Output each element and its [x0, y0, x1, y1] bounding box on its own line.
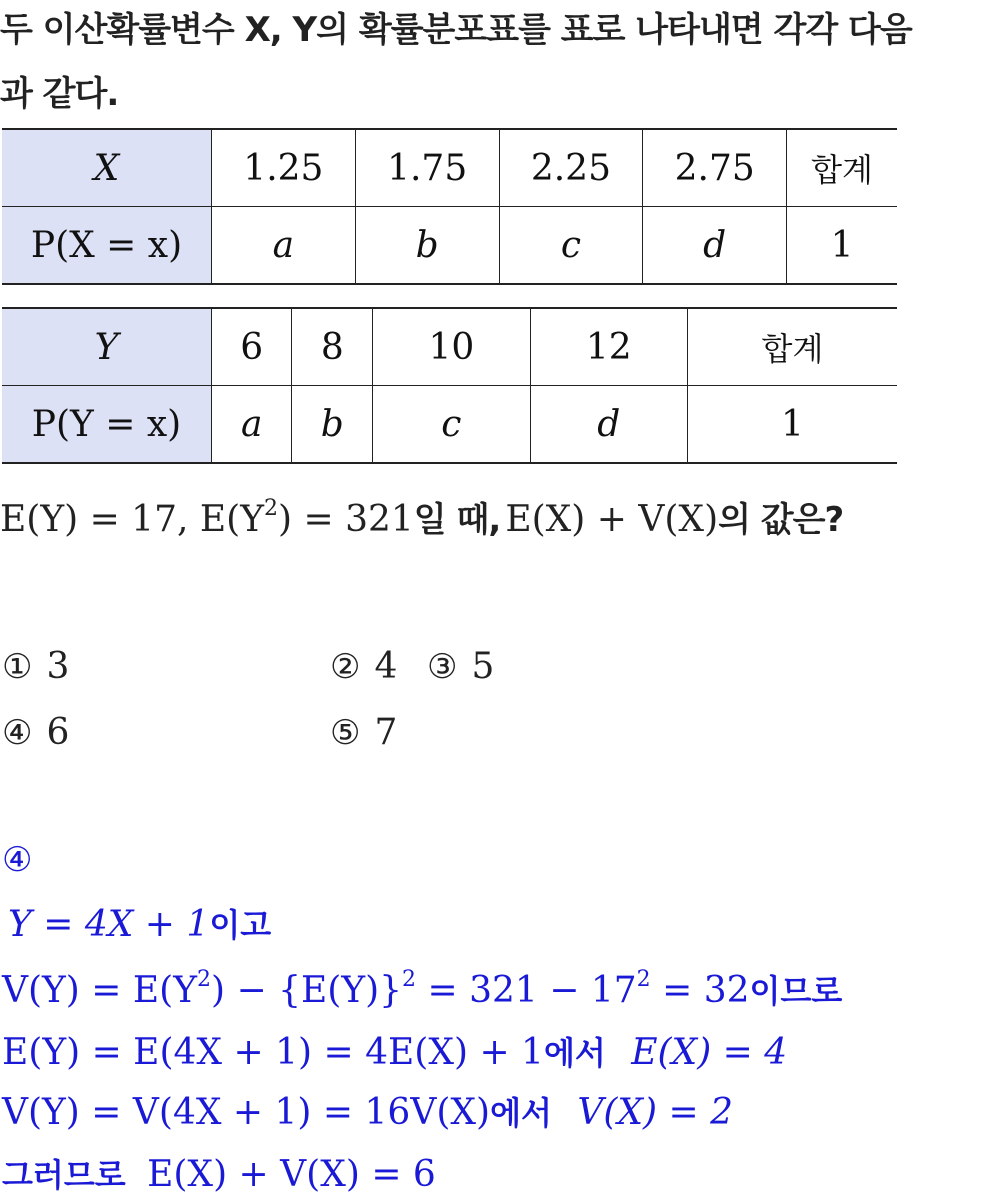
table-cell: d	[643, 207, 787, 285]
choice-value: 6	[46, 712, 70, 753]
choice-5[interactable]	[330, 712, 397, 753]
table-cell: 2.25	[499, 129, 643, 207]
table-cell: d	[530, 386, 687, 464]
table-y	[2, 307, 897, 464]
choice-value: 5	[471, 646, 495, 687]
choice-number: ④	[2, 713, 33, 753]
choice-number: ③	[427, 647, 458, 687]
condition-question: 의 값은?	[718, 500, 844, 540]
table-cell: 1.25	[212, 129, 356, 207]
solution-line-1: Y = 4X + 1이고	[8, 904, 272, 945]
table-y-header-row	[2, 308, 897, 386]
table-cell: Y	[2, 308, 212, 386]
table-cell: 8	[292, 308, 373, 386]
table-cell: c	[499, 207, 643, 285]
table-cell: 합계	[687, 308, 897, 386]
table-cell: 합계	[787, 129, 897, 207]
table-cell: a	[212, 207, 356, 285]
choice-4[interactable]	[2, 712, 69, 753]
table-cell: 2.75	[643, 129, 787, 207]
solution-line-3: E(Y) = E(4X + 1) = 4E(X) + 1에서 E(X) = 4	[2, 1032, 788, 1073]
table-cell: c	[373, 386, 530, 464]
table-cell: 1	[687, 386, 897, 464]
table-cell: 12	[530, 308, 687, 386]
table-cell: X	[2, 129, 212, 207]
condition-math: E(Y) = 17, $E(Y^2) = 321$	[0, 496, 414, 540]
condition-line	[0, 492, 843, 541]
choice-value: 3	[46, 646, 70, 687]
table-cell: a	[212, 386, 292, 464]
table-cell: b	[292, 386, 373, 464]
choice-number: ②	[330, 647, 361, 687]
table-y-prob-row	[2, 386, 897, 464]
table-cell: b	[355, 207, 499, 285]
choice-3[interactable]	[427, 646, 494, 687]
question-line-1: 두 이산확률변수 X, Y의 확률분포표를 표로 나타내면 각각 다음	[0, 10, 912, 50]
table-cell: 10	[373, 308, 530, 386]
choice-number: ⑤	[330, 713, 361, 753]
condition-text: 일 때,	[413, 500, 501, 540]
solution-line-4: V(Y) = V(4X + 1) = 16V(X)에서 V(X) = 2	[2, 1092, 734, 1133]
table-cell: P(X = x)	[2, 207, 212, 285]
choice-number: ①	[2, 647, 33, 687]
choice-value: 4	[374, 646, 398, 687]
choice-1[interactable]	[2, 646, 69, 687]
choice-2[interactable]	[330, 646, 397, 687]
solution-line-2: $V(Y) = E(Y^2) - \{E(Y)\}^2 = 321 - 17^2 = 32$이므로	[2, 967, 843, 1011]
question-line-2: 과 같다.	[0, 74, 119, 114]
table-cell: P(Y = x)	[2, 386, 212, 464]
choice-value: 7	[374, 712, 398, 753]
solution-line-5: 그러므로 E(X) + V(X) = 6	[2, 1154, 436, 1195]
table-x-header-row	[2, 129, 897, 207]
table-cell: 6	[212, 308, 292, 386]
condition-expr: E(X) + V(X)	[505, 499, 719, 540]
table-x-prob-row	[2, 207, 897, 285]
table-x	[2, 128, 897, 285]
solution-answer: ④	[2, 840, 33, 880]
table-cell: 1.75	[355, 129, 499, 207]
table-cell: 1	[787, 207, 897, 285]
